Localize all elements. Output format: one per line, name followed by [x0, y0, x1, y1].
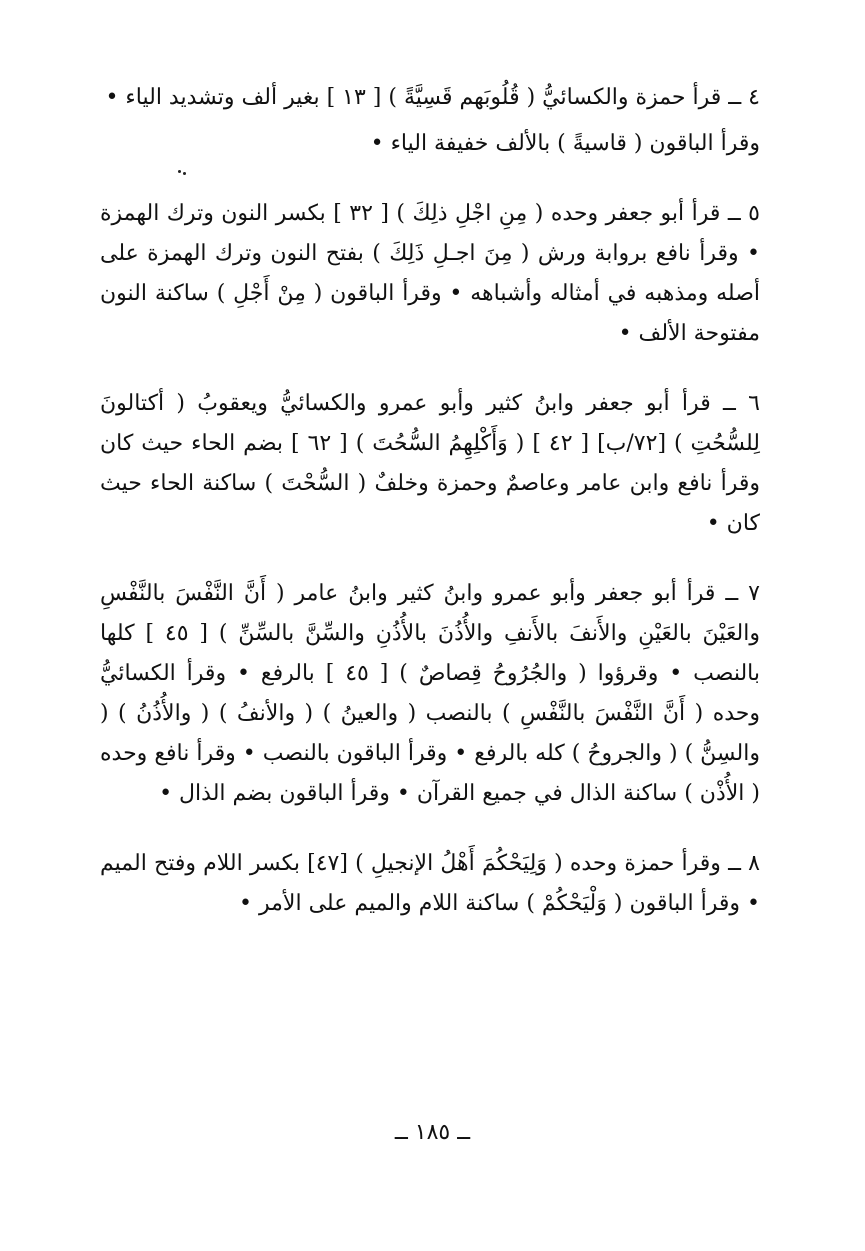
paragraph-4: ٤ ــ قرأ حمزة والكسائيُّ ( قُلُوبَهم قَسِيَّةً ) [ ١٣ ] بغير ألف وتشديد الياء •: [105, 85, 760, 110]
paragraph-7: ٧ ــ قرأ أبو جعفر وأبو عمرو وابنُ كثير وابنُ عامر ( أَنَّ النَّفْسَ بالنَّفْسِ والعَيْنَ بالعَيْنِ والأَنفَ بالأَنفِ والأُذُنَ بالأُذُنِ والسِّنَّ بالسِّنِّ ) [ ٤٥ ] كلها بالنصب • وقرؤوا ( والجُرُوحُ قِصاصٌ ) [ ٤٥ ] بالرفع • وقرأ الكسائيُّ وحده ( أَنَّ النَّفْسَ بالنَّفْسِ ) بالنصب ( والعينُ ) ( والأنفُ ) ( والأُذُنُ ) ( والسِنُّ ) ( والجروحُ ) كله بالرفع • وقرأ الباقون بالنصب • وقرأ نافع وحده ( الأُذْن ) ساكنة الذال في جميع القرآن • وقرأ الباقون بضم الذال •: [100, 581, 760, 806]
page-body: [100, 78, 760, 924]
paragraph-5: ٥ ــ قرأ أبو جعفر وحده ( مِنِ اجْلِ ذلِكَ ) [ ٣٢ ] بكسر النون وترك الهمزة • وقرأ نافع بروابة ورش ( مِنَ اجـلِ ذَلِكَ ) بفتح النون وترك الهمزة على أصله ومذهبه في أمثاله وأشباهه • وقرأ الباقون ( مِنْ أَجْلِ ) ساكنة النون مفتوحة الألف •: [100, 201, 760, 346]
paragraph-8: ٨ ــ وقرأ حمزة وحده ( وَلِيَحْكُمَ أَهْلُ الإنجيلِ ) [٤٧] بكسر اللام وفتح الميم • وقرأ الباقون ( وَلْيَحْكُمْ ) ساكنة اللام والميم على الأمر •: [100, 851, 760, 916]
paragraph-4-continuation: وقرأ الباقون ( قاسيةً ) بالألف خفيفة الياء •: [370, 131, 760, 156]
paragraph-6: ٦ ــ قرأ أبو جعفر وابنُ كثير وأبو عمرو والكسائيُّ ويعقوبُ ( أكتالونَ لِلسُّحُتِ ) [٧٢/ب] [ ٤٢ ] ( وَأَكْلِهِمُ السُّحُتَ ) [ ٦٢ ] بضم الحاء حيث كان وقرأ نافع وابن عامر وعاصمٌ وحمزة وخلفٌ ( السُّحْتَ ) ساكنة الحاء حيث كان •: [100, 391, 760, 536]
page-number: ــ ١٨٥ ــ: [394, 1120, 471, 1145]
